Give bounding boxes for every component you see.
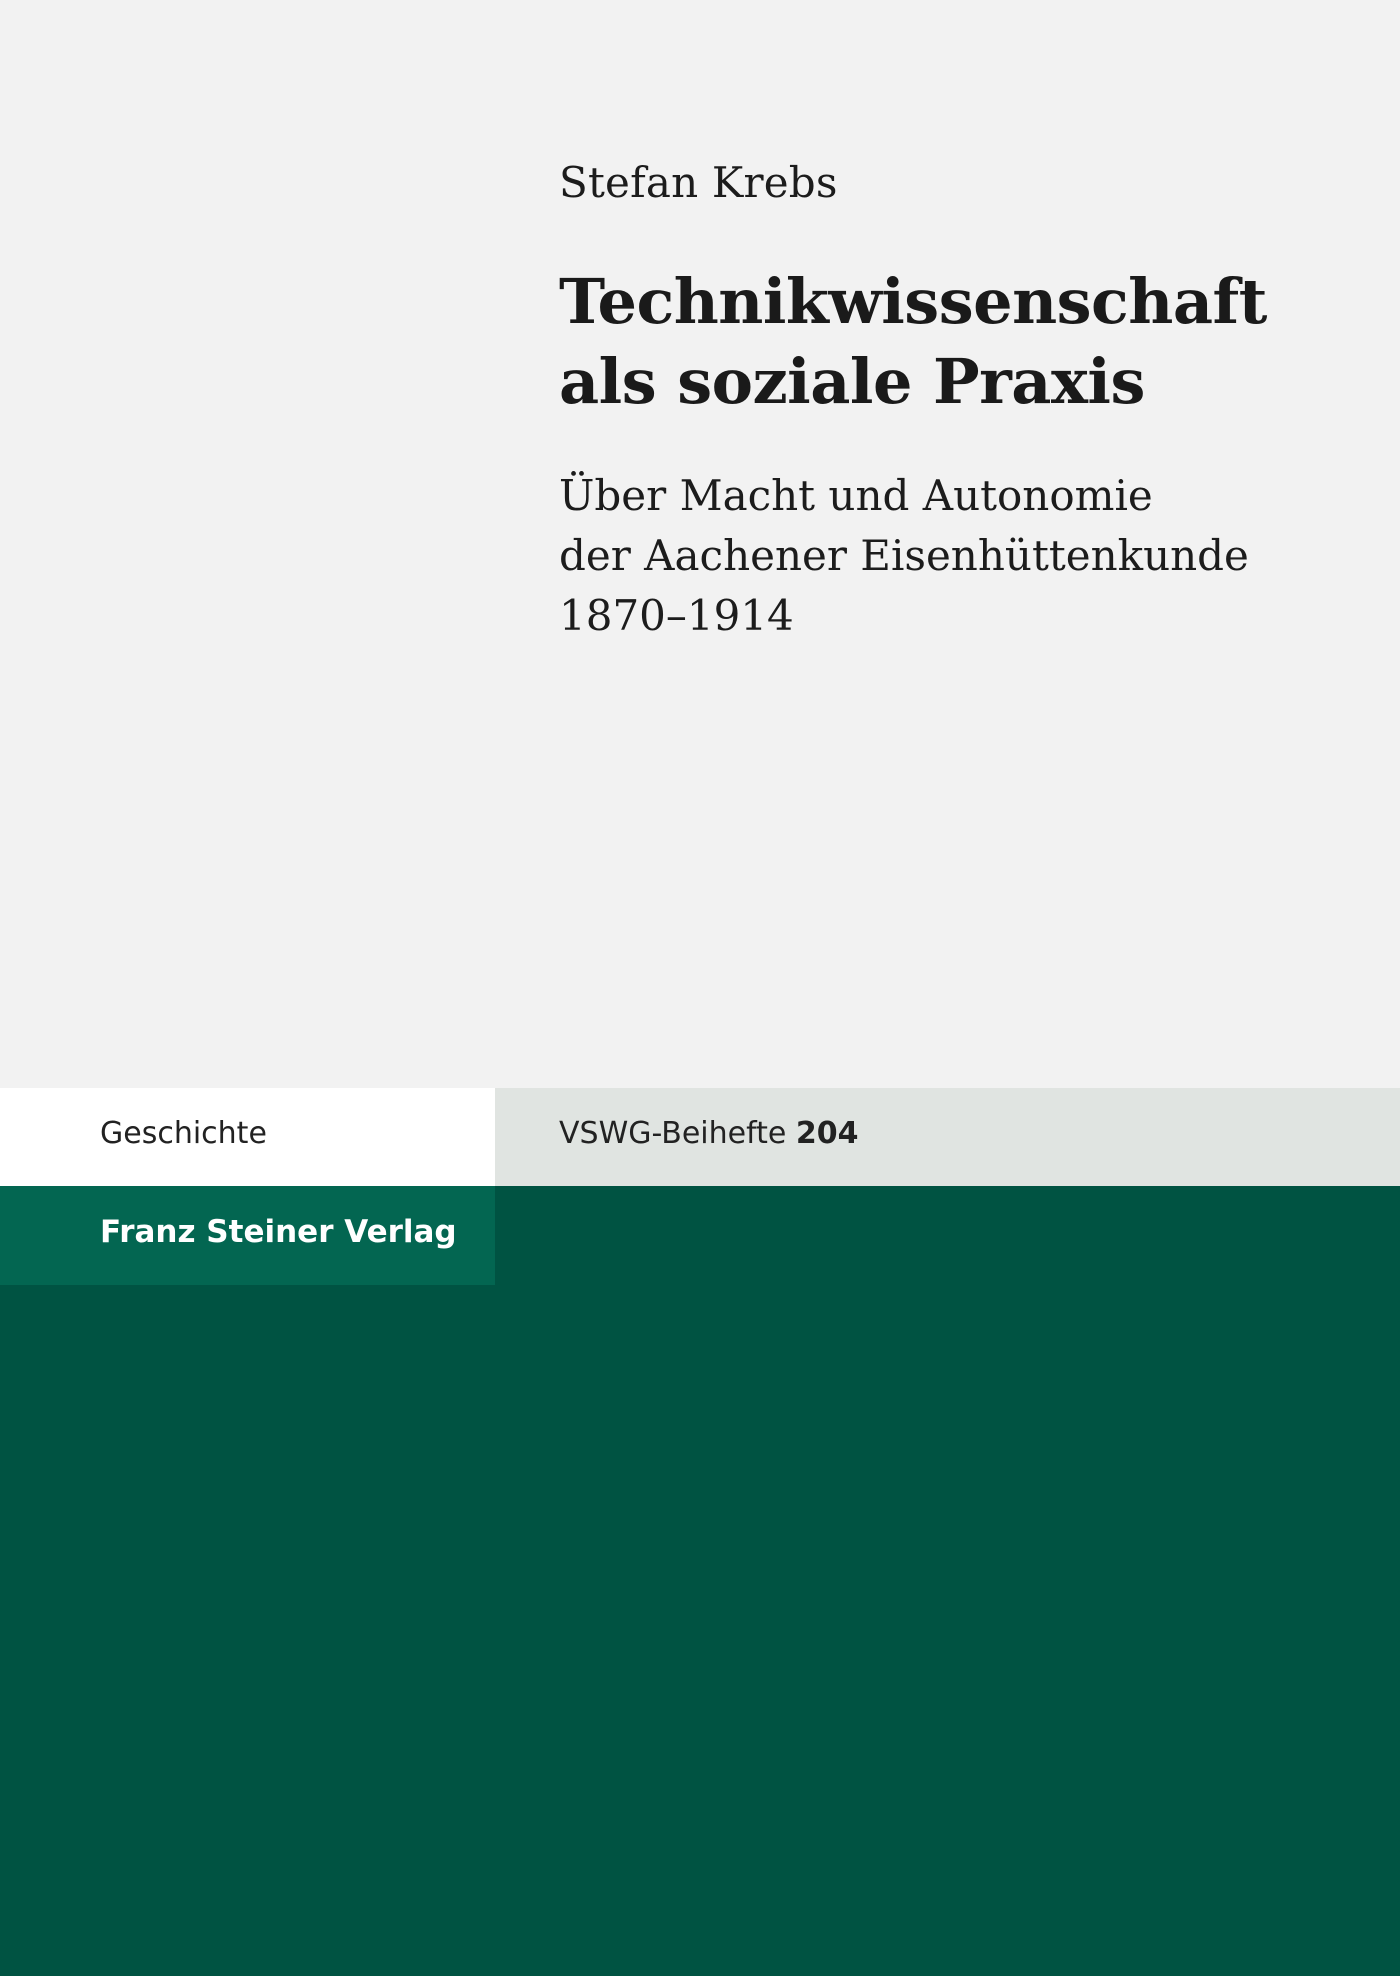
series-number: 204	[795, 1116, 859, 1151]
author-name: Stefan Krebs	[559, 158, 838, 207]
title-line-2: als soziale Praxis	[559, 345, 1145, 418]
publisher-name: Franz Steiner Verlag	[100, 1214, 457, 1250]
book-title	[559, 262, 1379, 422]
category-band	[0, 1088, 495, 1186]
series-band	[495, 1088, 1400, 1186]
title-line-1: Technikwissenschaft	[559, 265, 1267, 338]
series-label	[559, 1116, 859, 1151]
subtitle-line-3: 1870–1914	[559, 591, 794, 640]
subtitle-line-2: der Aachener Eisenhüttenkunde	[559, 531, 1249, 580]
cover-bottom-area	[0, 1186, 1400, 1976]
publisher-box	[0, 1186, 495, 1285]
category-label: Geschichte	[100, 1116, 267, 1151]
subtitle-line-1: Über Macht und Autonomie	[559, 471, 1153, 520]
series-name: VSWG-Beihefte	[559, 1116, 787, 1151]
book-subtitle	[559, 466, 1379, 646]
